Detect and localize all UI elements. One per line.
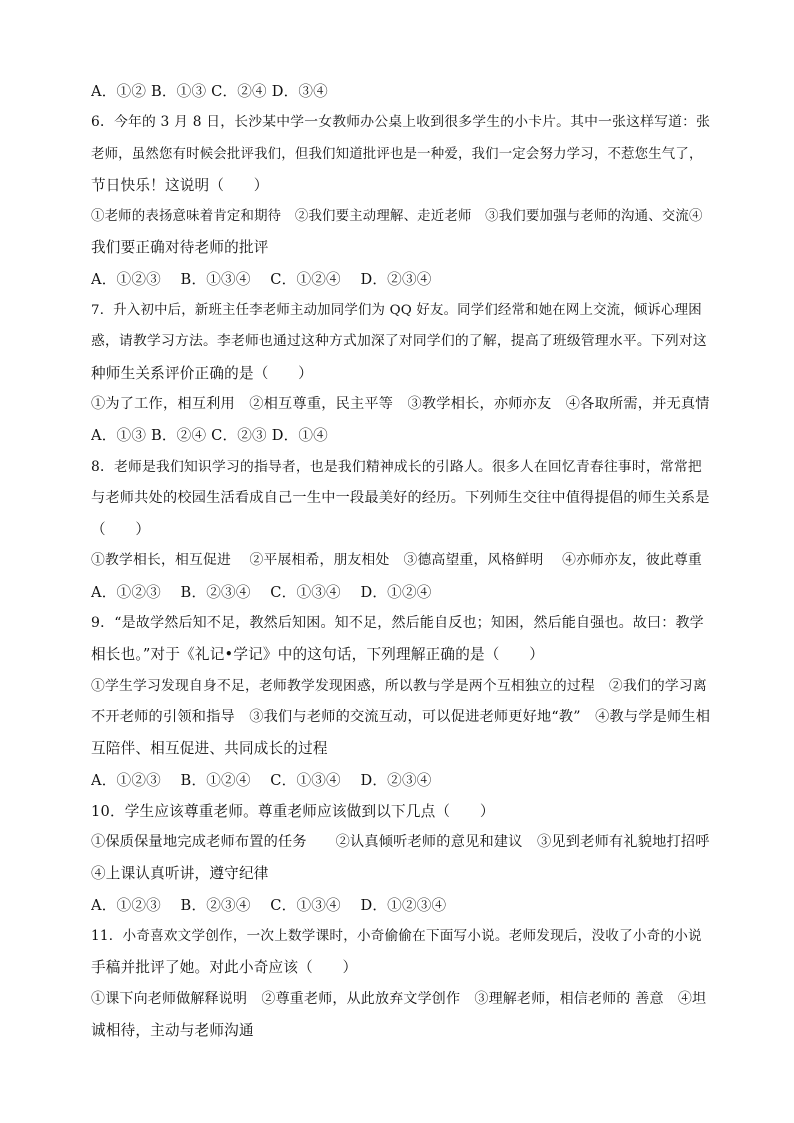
answer-options-q6: A．①②③ B．①③④ C．①②④ D．②③④ <box>91 270 432 288</box>
question-11-statements-line-1: ①课下向老师做解释说明 ②尊重老师，从此放弃文学创作 ③理解老师，相信老师的 善意 ④坦 <box>91 990 707 1007</box>
question-10-text: 10．学生应该尊重老师。尊重老师应该做到以下几点（ ） <box>91 802 495 820</box>
question-6-statements-line-2: 我们要正确对待老师的批评 <box>91 239 269 257</box>
answer-options-q8: A．①②③ B．②③④ C．①③④ D．①②④ <box>91 583 432 601</box>
question-11-text-line-2: 手稿并批评了她。对此小奇应该（ ） <box>91 959 358 977</box>
question-7-text-line-2: 惑，请教学习方法。李老师也通过这种方式加深了对同学们的了解，提高了班级管理水平。下列对这 <box>91 333 707 350</box>
question-6-statements-line-1: ①老师的表扬意味着肯定和期待 ②我们要主动理解、走近老师 ③我们要加强与老师的沟通、交流④ <box>91 209 703 225</box>
question-11-statements-line-2: 诚相待，主动与老师沟通 <box>91 1021 254 1039</box>
question-6-text-line-3: 节日快乐！这说明（ ） <box>91 176 269 194</box>
question-9-statements-line-2: 不开老师的引领和指导 ③我们与老师的交流互动，可以促进老师更好地“教” ④教与学是师生相 <box>91 708 710 725</box>
question-10-statements-line-2: ④上课认真听讲，遵守纪律 <box>91 865 269 883</box>
question-9-text-line-1: 9．“是故学然后知不足，教然后知困。知不足，然后能自反也；知困，然后能自强也。故曰：教学 <box>91 615 704 632</box>
question-7-text-line-1: 7．升入初中后，新班主任李老师主动加同学们为 QQ 好友。同学们经常和她在网上交流，倾诉心理困 <box>91 303 702 319</box>
question-8-text-line-3: （ ） <box>91 521 151 539</box>
question-6-text-line-2: 老师，虽然您有时候会批评我们，但我们知道批评也是一种爱，我们一定会努力学习，不惹您生气了， <box>91 146 703 162</box>
question-9-text-line-2: 相长也。”对于《礼记•学记》中的这句话，下列理解正确的是（ ） <box>91 646 544 664</box>
answer-options-q10: A．①②③ B．②③④ C．①③④ D．①②③④ <box>91 896 447 914</box>
question-7-text-line-3: 种师生关系评价正确的是（ ） <box>91 364 313 382</box>
answer-options-q9: A．①②③ B．①②④ C．①③④ D．②③④ <box>91 771 432 789</box>
question-10-statements-line-1: ①保质保量地完成老师布置的任务 ②认真倾听老师的意见和建议 ③见到老师有礼貌地打招呼 <box>91 834 710 851</box>
question-9-statements-line-1: ①学生学习发现自身不足，老师教学发现困惑，所以教与学是两个互相独立的过程 ②我们的学习离 <box>91 677 707 694</box>
answer-options-q7: A．①③ B．②④ C．②③ D．①④ <box>91 427 328 445</box>
question-8-statements: ①教学相长，相互促进 ②平展相希，朋友相处 ③德高望重，风格鲜明 ④亦师亦友，彼此尊重 <box>91 552 703 569</box>
question-8-text-line-1: 8．老师是我们知识学习的指导者，也是我们精神成长的引路人。很多人在回忆青春往事时，常常把 <box>91 458 702 475</box>
question-7-statements: ①为了工作，相互利用 ②相互尊重，民主平等 ③教学相长，亦师亦友 ④各取所需，并无真情 <box>91 395 710 412</box>
question-9-statements-line-3: 互陪伴、相互促进、共同成长的过程 <box>91 740 328 758</box>
answer-options-q5: A．①② B．①③ C．②④ D．③④ <box>91 83 328 100</box>
question-6-text-line-1: 6．今年的 3 月 8 日，长沙某中学一女教师办公桌上收到很多学生的小卡片。其中一张这样写道：张 <box>91 114 710 131</box>
question-11-text-line-1: 11．小奇喜欢文学创作，一次上数学课时，小奇偷偷在下面写小说。老师发现后，没收了小奇的小说 <box>91 928 702 945</box>
question-8-text-line-2: 与老师共处的校园生活看成自己一生中一段最美好的经历。下列师生交往中值得提倡的师生关系是 <box>91 489 710 506</box>
